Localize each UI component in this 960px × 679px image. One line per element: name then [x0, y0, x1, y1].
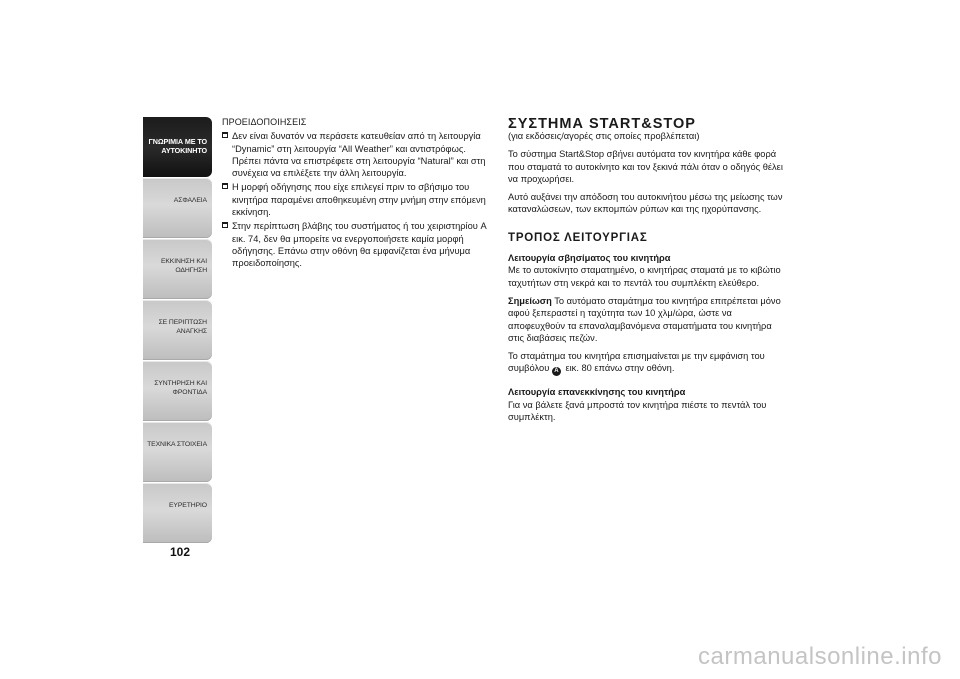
bullet-text: Η μορφή οδήγησης που είχε επιλεγεί πριν το σβήσιμο του κινητήρα παραμένει αποθηκευμένη στην μνήμη στην επόμενη εκκίνηση.	[232, 182, 486, 218]
benefit-paragraph: Αυτό αυξάνει την απόδοση του αυτοκινήτου μέσω της μείωσης των καταναλώσεων, των εκπομπών ρύπων και της ηχορύπανσης.	[508, 192, 783, 215]
section-title: ΣΥΣΤΗΜΑ START&STOP	[508, 116, 696, 132]
signal-text-after: εικ. 80 επάνω στην οθόνη.	[562, 363, 675, 374]
tab-label: ΣΕ ΠΕΡΙΠΤΩΣΗ ΑΝΑΓΚΗΣ	[158, 319, 207, 335]
signal-paragraph	[508, 350, 790, 376]
tab-label: ΑΣΦΑΛΕΙΑ	[173, 197, 207, 204]
chapter-sidebar	[143, 117, 212, 533]
checkbox-bullet-icon	[222, 222, 228, 228]
signal-text-before: Το σταμάτημα του κινητήρα επισημαίνεται με την εμφάνιση του συμβόλου	[508, 351, 765, 374]
tab-getting-to-know[interactable]	[143, 117, 212, 177]
warning-bullet	[222, 181, 490, 218]
tab-label: ΣΥΝΤΗΡΗΣΗ ΚΑΙ ΦΡΟΝΤΙΔΑ	[154, 380, 207, 396]
section-subtitle: (για εκδόσεις/αγορές στις οποίες προβλέπεται)	[508, 131, 700, 141]
page-number: 102	[170, 545, 191, 559]
left-column	[222, 116, 490, 272]
tab-safety[interactable]	[143, 178, 212, 238]
tab-label: ΓΝΩΡΙΜΙΑ ΜΕ ΤΟ ΑΥΤΟΚΙΝΗΤΟ	[148, 137, 207, 155]
bullet-text: Δεν είναι δυνατόν να περάσετε κατευθείαν από τη λειτουργία “Dynamic” στη λειτουργία “All Weather” και αντιστρόφως. Πρέπει πάντα να επιστρέφετε στη λειτουργία “Natural” και στη συνέχεια να επιλέξετε την άλλη λειτουργία.	[232, 131, 486, 179]
tab-starting-driving[interactable]	[143, 239, 212, 299]
stop-heading: Λειτουργία σβησίματος του κινητήρα	[508, 253, 671, 264]
tab-label: ΤΕΧΝΙΚΑ ΣΤΟΙΧΕΙΑ	[147, 441, 207, 448]
operation-heading: ΤΡΟΠΟΣ ΛΕΙΤΟΥΡΓΙΑΣ	[508, 231, 648, 244]
tab-label: ΕΚΚΙΝΗΣΗ ΚΑΙ ΟΔΗΓΗΣΗ	[160, 258, 207, 274]
tab-maintenance[interactable]	[143, 361, 212, 421]
tab-emergency[interactable]	[143, 300, 212, 360]
bullet-text: Στην περίπτωση βλάβης του συστήματος ή του χειριστηρίου A εικ. 74, δεν θα μπορείτε να ενεργοποιήσετε καμία μορφή οδήγησης. Επάνω στην οθόνη θα εμφανίζεται ένα μήνυμα προειδοποίησης.	[232, 221, 487, 269]
tab-technical-data[interactable]	[143, 422, 212, 482]
warning-title: ΠΡΟΕΙΔΟΠΟΙΗΣΕΙΣ	[222, 117, 307, 127]
restart-heading: Λειτουργία επανεκκίνησης του κινητήρα	[508, 387, 686, 398]
right-column	[508, 116, 790, 423]
checkbox-bullet-icon	[222, 132, 228, 138]
warning-bullet	[222, 220, 490, 269]
intro-paragraph: Το σύστημα Start&Stop σβήνει αυτόματα τον κινητήρα κάθε φορά που σταματά το αυτοκίνητο και τον ξεκινά πάλι όταν ο οδηγός θέλει να προχωρήσει.	[508, 149, 783, 184]
tab-label: ΕΥΡΕΤΗΡΙΟ	[168, 502, 207, 509]
restart-paragraph: Για να βάλετε ξανά μπροστά τον κινητήρα πιέστε το πεντάλ του συμπλέκτη.	[508, 399, 767, 423]
tab-index[interactable]	[143, 483, 212, 543]
checkbox-bullet-icon	[222, 183, 228, 189]
stop-paragraph: Με το αυτοκίνητο σταματημένο, ο κινητήρας σταματά με το κιβώτιο ταχυτήτων στη νεκρά και το πεντάλ του συμπλέκτη ελεύθερο.	[508, 265, 781, 288]
warning-bullet	[222, 130, 490, 179]
note-text: Το αυτόματο σταμάτημα του κινητήρα επιτρέπεται μόνο αφού ξεπεραστεί η ταχύτητα των 10 χλμ/ώρα, ώστε να αποφευχθούν τα επαναλαμβανόμενα σταματήματα του κινητήρα στις διαβάσεις πεζών.	[508, 295, 781, 343]
note-paragraph	[508, 295, 790, 344]
note-label: Σημείωση	[508, 295, 552, 306]
watermark: carmanualsonline.info	[698, 643, 942, 670]
auto-stop-symbol-icon: A	[552, 367, 561, 376]
